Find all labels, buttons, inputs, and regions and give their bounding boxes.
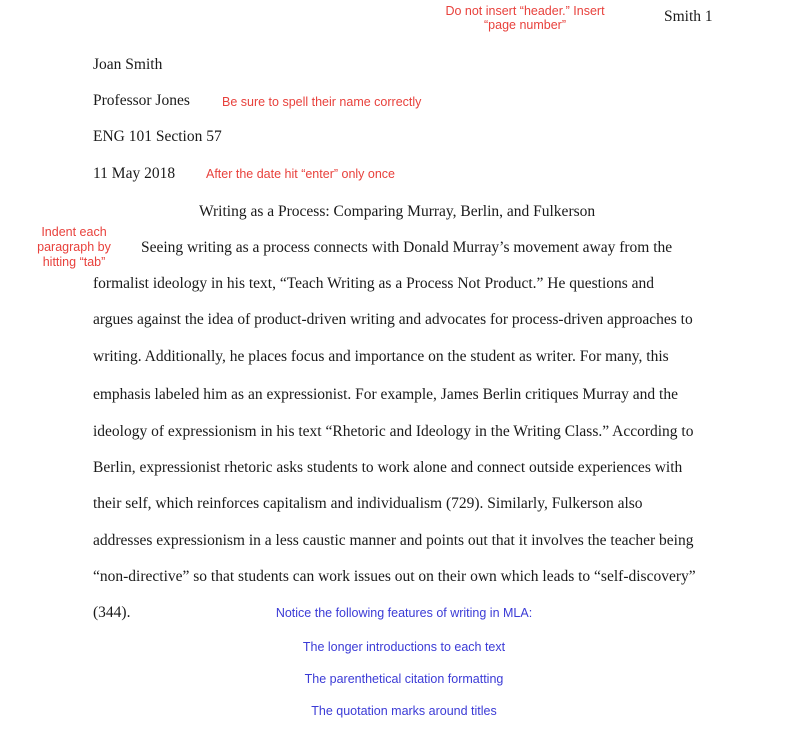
indent-annotation-line2: paragraph by <box>37 240 111 254</box>
professor-name: Professor Jones <box>93 92 190 109</box>
body-line: argues against the idea of product-driven writing and advocates for process-driven approaches to <box>93 311 693 328</box>
mla-note-item: The quotation marks around titles <box>311 704 497 718</box>
body-line: emphasis labeled him as an expressionist. For example, James Berlin critiques Murray and the <box>93 386 678 403</box>
body-line: (344). <box>93 604 131 621</box>
essay-title: Writing as a Process: Comparing Murray, Berlin, and Fulkerson <box>199 203 596 220</box>
running-head: Smith 1 <box>664 8 713 25</box>
course-name: ENG 101 Section 57 <box>93 128 222 145</box>
body-line: writing. Additionally, he places focus and importance on the student as writer. For many, this <box>93 348 669 365</box>
body-line: addresses expressionism in a less caustic manner and points out that it involves the teacher being <box>93 532 694 549</box>
date: 11 May 2018 <box>93 165 176 182</box>
indent-annotation <box>28 225 120 270</box>
body-line: Berlin, expressionist rhetoric asks students to work alone and connect outside experiences with <box>93 459 683 476</box>
mla-note-item: The longer introductions to each text <box>302 640 506 654</box>
body-line: their self, which reinforces capitalism and individualism (729). Similarly, Fulkerson also <box>93 495 643 512</box>
body-line: ideology of expressionism in his text “Rhetoric and Ideology in the Writing Class.” According to <box>93 423 694 440</box>
indent-annotation-line3: hitting “tab” <box>42 255 106 269</box>
body-line: “non-directive” so that students can work issues out on their own which leads to “self-discovery” <box>93 568 696 585</box>
date-annotation: After the date hit “enter” only once <box>206 167 395 181</box>
mla-notes-heading: Notice the following features of writing in MLA: <box>275 606 533 620</box>
body-line: formalist ideology in his text, “Teach Writing as a Process Not Product.” He questions and <box>93 275 655 292</box>
header-annotation-line2: “page number” <box>484 18 566 32</box>
indent-annotation-line1: Indent each <box>41 225 107 239</box>
student-name: Joan Smith <box>93 56 163 73</box>
body-line: Seeing writing as a process connects with Donald Murray’s movement away from the <box>141 239 673 256</box>
header-annotation <box>425 4 625 32</box>
professor-annotation: Be sure to spell their name correctly <box>222 95 422 109</box>
mla-note-item: The parenthetical citation formatting <box>304 672 504 686</box>
header-annotation-line1: Do not insert “header.” Insert <box>445 4 605 18</box>
